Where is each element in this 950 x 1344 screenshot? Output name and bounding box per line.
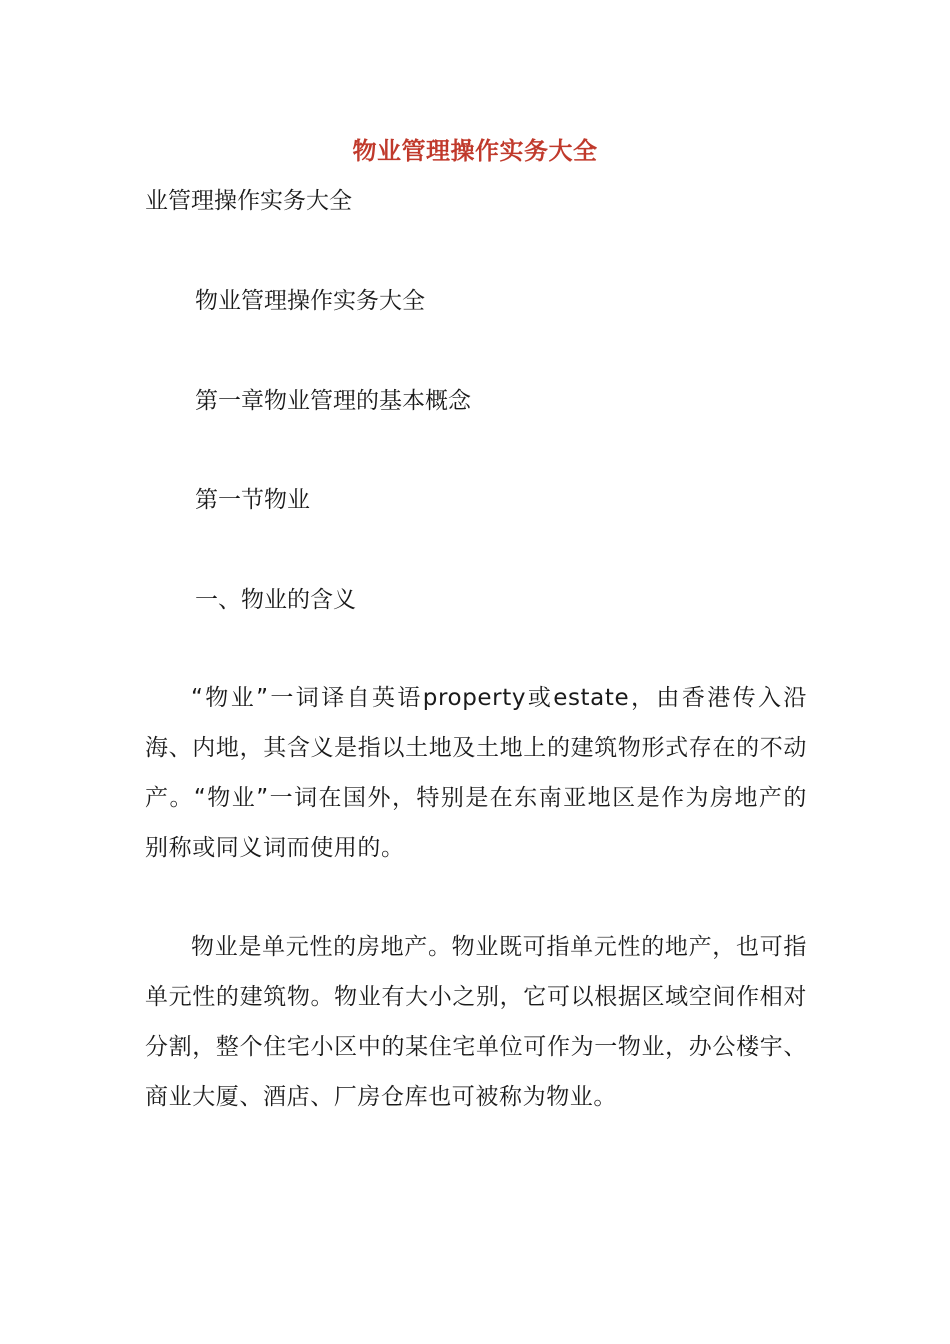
document-title: 物业管理操作实务大全 xyxy=(352,136,598,165)
paragraph-2: 物业是单元性的房地产。物业既可指单元性的地产，也可指单元性的建筑物。物业有大小之别，它可以根据区域空间作相对分割，整个住宅小区中的某住宅单位可作为一物业，办公楼宇、商业大厦、酒店、厂房仓库也可被称为物业。 xyxy=(145,934,807,1110)
chapter-heading: 第一章物业管理的基本概念 xyxy=(195,388,471,414)
paragraph-1: “物业”一词译自英语property或estate，由香港传入沿海、内地，其含义是指以土地及土地上的建筑物形式存在的不动产。“物业”一词在国外，特别是在东南亚地区是作为房地产的别称或同义词而使用的。 xyxy=(145,685,807,861)
subtitle-line: 业管理操作实务大全 xyxy=(145,188,352,214)
section-heading: 第一节物业 xyxy=(195,487,310,513)
subsection-heading: 一、物业的含义 xyxy=(195,587,356,613)
heading-repeat: 物业管理操作实务大全 xyxy=(195,288,425,314)
